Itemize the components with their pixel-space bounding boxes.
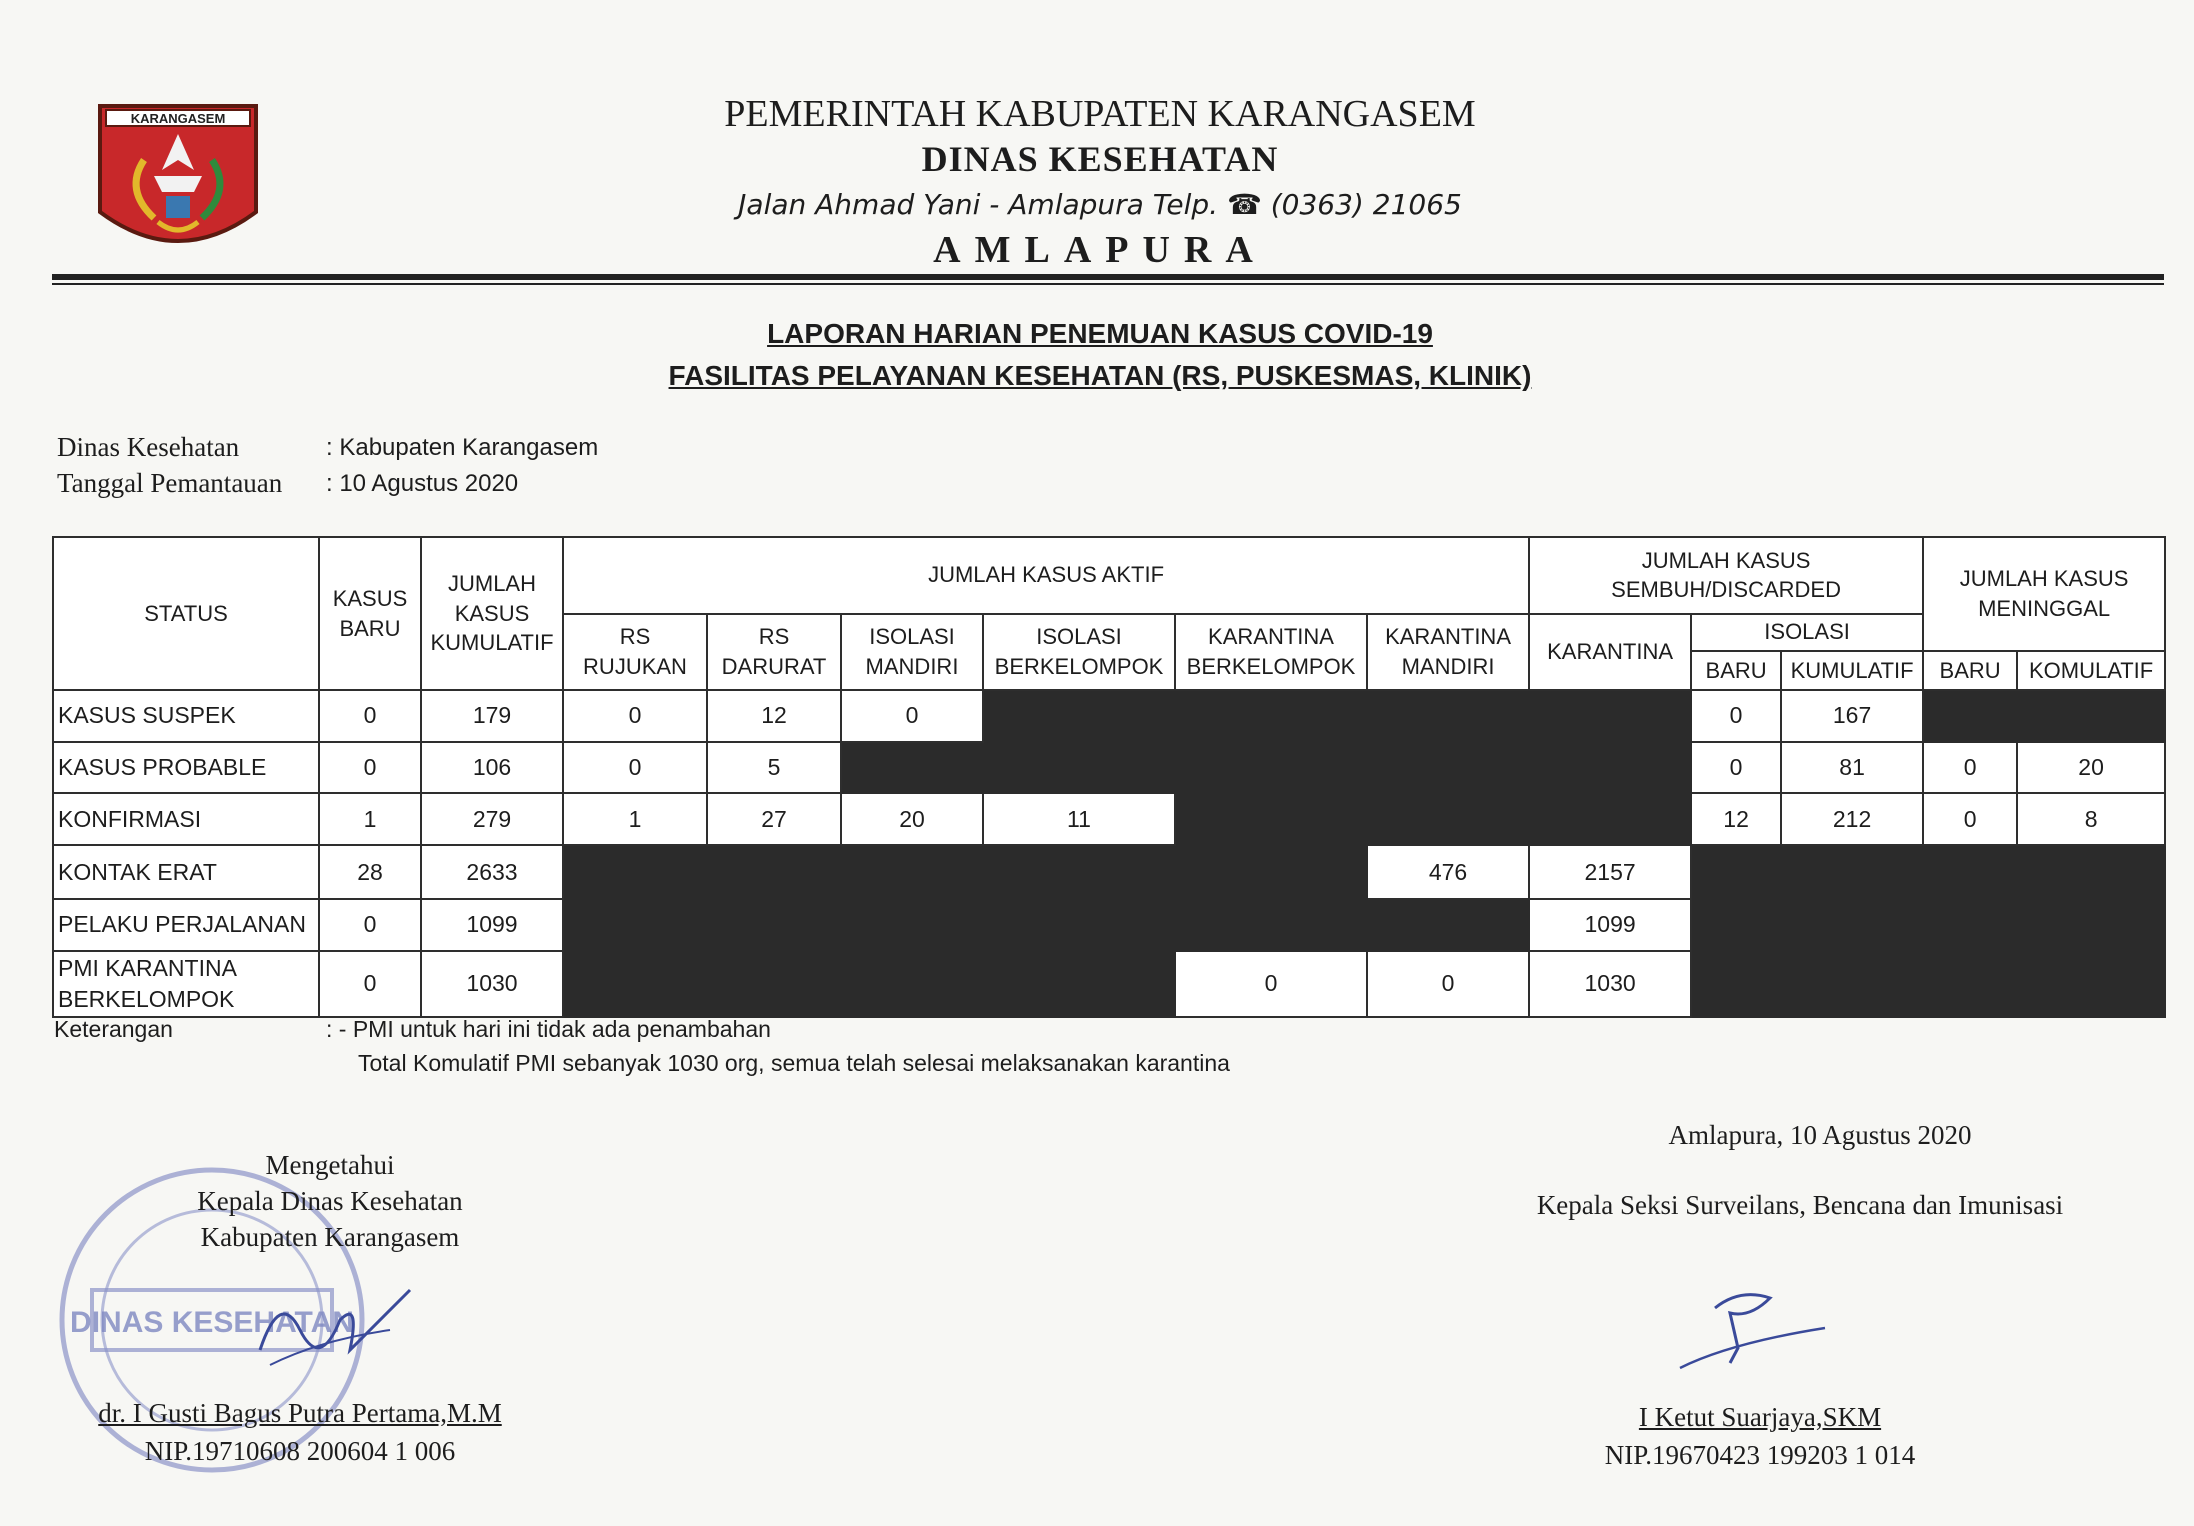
header-kasus-baru: KASUS BARU	[319, 537, 421, 690]
cell-rs-darurat: 5	[707, 742, 841, 794]
table-row	[53, 899, 2165, 951]
covid-report-table	[52, 536, 2166, 1018]
header-karantina: KARANTINA	[1529, 614, 1691, 691]
cell-kumulatif: 1030	[421, 951, 563, 1017]
cell-blank	[841, 951, 983, 1017]
sig-right-nip: NIP.19670423 199203 1 014	[1604, 1440, 1916, 1470]
cell-blank	[1923, 845, 2017, 899]
cell-blank	[841, 845, 983, 899]
cell-kumulatif: 2633	[421, 845, 563, 899]
header-isolasi-baru: BARU	[1691, 651, 1781, 690]
signature-left-icon	[240, 1270, 420, 1380]
row-status: PMI KARANTINA BERKELOMPOK	[53, 951, 319, 1017]
sig-left-line3: Kabupaten Karangasem	[200, 1222, 460, 1252]
sig-right-title: Kepala Seksi Surveilans, Bencana dan Imunisasi	[1536, 1190, 2064, 1220]
cell-blank	[983, 845, 1175, 899]
report-subtitle: FASILITAS PELAYANAN KESEHATAN (RS, PUSKESMAS, KLINIK)	[668, 360, 1532, 391]
cell-blank	[1175, 793, 1367, 845]
table-row	[53, 690, 2165, 742]
cell-blank	[1175, 899, 1367, 951]
sig-left-line1: Mengetahui	[265, 1150, 395, 1180]
cell-blank	[1691, 845, 1781, 899]
cell-kasus-baru: 0	[319, 951, 421, 1017]
cell-blank	[2017, 951, 2165, 1017]
cell-sembuh-baru: 0	[1691, 690, 1781, 742]
cell-sembuh-baru: 0	[1691, 742, 1781, 794]
meta-dinas-label: Dinas Kesehatan	[57, 432, 240, 462]
cell-kasus-baru: 1	[319, 793, 421, 845]
cell-blank	[707, 899, 841, 951]
meta-dinas-value: : Kabupaten Karangasem	[326, 434, 599, 461]
header-meninggal-baru: BARU	[1923, 651, 2017, 690]
cell-blank	[707, 951, 841, 1017]
cell-rs-rujukan: 1	[563, 793, 707, 845]
letterhead-government: PEMERINTAH KABUPATEN KARANGASEM	[724, 93, 1476, 135]
cell-karantina-berkelompok: 0	[1175, 951, 1367, 1017]
letterhead-city: AMLAPURA	[933, 229, 1267, 271]
cell-blank	[1923, 899, 2017, 951]
cell-blank	[983, 899, 1175, 951]
cell-blank	[841, 899, 983, 951]
cell-blank	[1367, 899, 1529, 951]
cell-blank	[1781, 951, 1923, 1017]
cell-sembuh-kumulatif: 81	[1781, 742, 1923, 794]
cell-blank	[563, 951, 707, 1017]
cell-sembuh-kumulatif: 167	[1781, 690, 1923, 742]
cell-blank	[2017, 899, 2165, 951]
stamp-text: DINAS KESEHATAN	[70, 1306, 354, 1339]
cell-sembuh-kumulatif: 212	[1781, 793, 1923, 845]
row-status: KASUS SUSPEK	[53, 690, 319, 742]
header-kasus-aktif: JUMLAH KASUS AKTIF	[563, 537, 1529, 614]
letterhead-address: Jalan Ahmad Yani - Amlapura Telp. ☎ (0363) 21065	[738, 188, 1462, 221]
cell-blank	[1691, 951, 1781, 1017]
cell-kumulatif: 106	[421, 742, 563, 794]
cell-blank	[1923, 690, 2017, 742]
cell-kasus-baru: 28	[319, 845, 421, 899]
cell-blank	[1529, 742, 1691, 794]
header-jumlah-kumulatif: JUMLAH KASUS KUMULATIF	[421, 537, 563, 690]
report-title: LAPORAN HARIAN PENEMUAN KASUS COVID-19	[767, 318, 1433, 349]
cell-blank	[983, 951, 1175, 1017]
cell-blank	[2017, 845, 2165, 899]
table-row	[53, 951, 2165, 1017]
cell-rs-darurat: 12	[707, 690, 841, 742]
cell-meninggal-komulatif: 8	[2017, 793, 2165, 845]
cell-karantina-mandiri: 476	[1367, 845, 1529, 899]
cell-isolasi-berkelompok: 11	[983, 793, 1175, 845]
cell-kumulatif: 179	[421, 690, 563, 742]
row-status: KONFIRMASI	[53, 793, 319, 845]
cell-karantina-mandiri: 0	[1367, 951, 1529, 1017]
header-status: STATUS	[53, 537, 319, 690]
cell-kumulatif: 1099	[421, 899, 563, 951]
svg-text:KARANGASEM: KARANGASEM	[130, 111, 226, 126]
cell-kasus-baru: 0	[319, 899, 421, 951]
letterhead-agency: DINAS KESEHATAN	[921, 139, 1279, 179]
cell-blank	[1529, 690, 1691, 742]
cell-blank	[1781, 845, 1923, 899]
sig-left-name: dr. I Gusti Bagus Putra Pertama,M.M	[98, 1398, 502, 1428]
cell-karantina: 1030	[1529, 951, 1691, 1017]
cell-kasus-baru: 0	[319, 690, 421, 742]
meta-tanggal-label: Tanggal Pemantauan	[57, 468, 283, 498]
header-meninggal-komulatif: KOMULATIF	[2017, 651, 2165, 690]
header-isolasi-kumulatif: KUMULATIF	[1781, 651, 1923, 690]
cell-sembuh-baru: 12	[1691, 793, 1781, 845]
header-isolasi-mandiri: ISOLASI MANDIRI	[841, 614, 983, 691]
cell-blank	[2017, 690, 2165, 742]
letterhead-rule-thin	[52, 283, 2164, 285]
cell-kasus-baru: 0	[319, 742, 421, 794]
letterhead-rule	[52, 274, 2164, 280]
header-isolasi-berkelompok: ISOLASI BERKELOMPOK	[983, 614, 1175, 691]
cell-blank	[1367, 742, 1529, 794]
table-row	[53, 742, 2165, 794]
header-meninggal: JUMLAH KASUS MENINGGAL	[1923, 537, 2165, 651]
cell-rs-rujukan: 0	[563, 742, 707, 794]
keterangan-label: Keterangan	[54, 1016, 173, 1042]
cell-blank	[1367, 690, 1529, 742]
header-karantina-mandiri: KARANTINA MANDIRI	[1367, 614, 1529, 691]
header-rs-rujukan: RS RUJUKAN	[563, 614, 707, 691]
row-status: PELAKU PERJALANAN	[53, 899, 319, 951]
cell-blank	[563, 899, 707, 951]
cell-blank	[841, 742, 983, 794]
cell-blank	[1529, 793, 1691, 845]
table-row	[53, 845, 2165, 899]
meta-tanggal-value: : 10 Agustus 2020	[326, 470, 519, 497]
cell-blank	[563, 845, 707, 899]
cell-blank	[983, 742, 1175, 794]
row-status: KASUS PROBABLE	[53, 742, 319, 794]
cell-meninggal-baru: 0	[1923, 793, 2017, 845]
table-row	[53, 793, 2165, 845]
cell-rs-darurat: 27	[707, 793, 841, 845]
header-karantina-berkelompok: KARANTINA BERKELOMPOK	[1175, 614, 1367, 691]
row-status: KONTAK ERAT	[53, 845, 319, 899]
header-rs-darurat: RS DARURAT	[707, 614, 841, 691]
cell-blank	[1175, 742, 1367, 794]
cell-karantina: 2157	[1529, 845, 1691, 899]
cell-blank	[1175, 845, 1367, 899]
cell-blank	[1691, 899, 1781, 951]
cell-blank	[1923, 951, 2017, 1017]
sig-left-nip: NIP.19710608 200604 1 006	[144, 1436, 456, 1466]
cell-isolasi-mandiri: 0	[841, 690, 983, 742]
sig-left-line2: Kepala Dinas Kesehatan	[197, 1186, 463, 1216]
cell-blank	[1781, 899, 1923, 951]
cell-meninggal-baru: 0	[1923, 742, 2017, 794]
cell-meninggal-komulatif: 20	[2017, 742, 2165, 794]
signature-right-icon	[1620, 1268, 1860, 1388]
cell-kumulatif: 279	[421, 793, 563, 845]
sig-right-name: I Ketut Suarjaya,SKM	[1638, 1402, 1882, 1432]
cell-blank	[707, 845, 841, 899]
cell-blank	[1367, 793, 1529, 845]
cell-karantina: 1099	[1529, 899, 1691, 951]
cell-rs-rujukan: 0	[563, 690, 707, 742]
cell-blank	[1175, 690, 1367, 742]
cell-isolasi-mandiri: 20	[841, 793, 983, 845]
cell-blank	[983, 690, 1175, 742]
keterangan-line1: : - PMI untuk hari ini tidak ada penambahan	[326, 1016, 771, 1042]
karangasem-emblem-icon	[94, 100, 262, 260]
header-isolasi: ISOLASI	[1691, 614, 1923, 651]
sig-right-place-date: Amlapura, 10 Agustus 2020	[1668, 1120, 1972, 1150]
header-sembuh: JUMLAH KASUS SEMBUH/DISCARDED	[1529, 537, 1923, 614]
keterangan-line2: Total Komulatif PMI sebanyak 1030 org, semua telah selesai melaksanakan karantina	[358, 1050, 1230, 1076]
